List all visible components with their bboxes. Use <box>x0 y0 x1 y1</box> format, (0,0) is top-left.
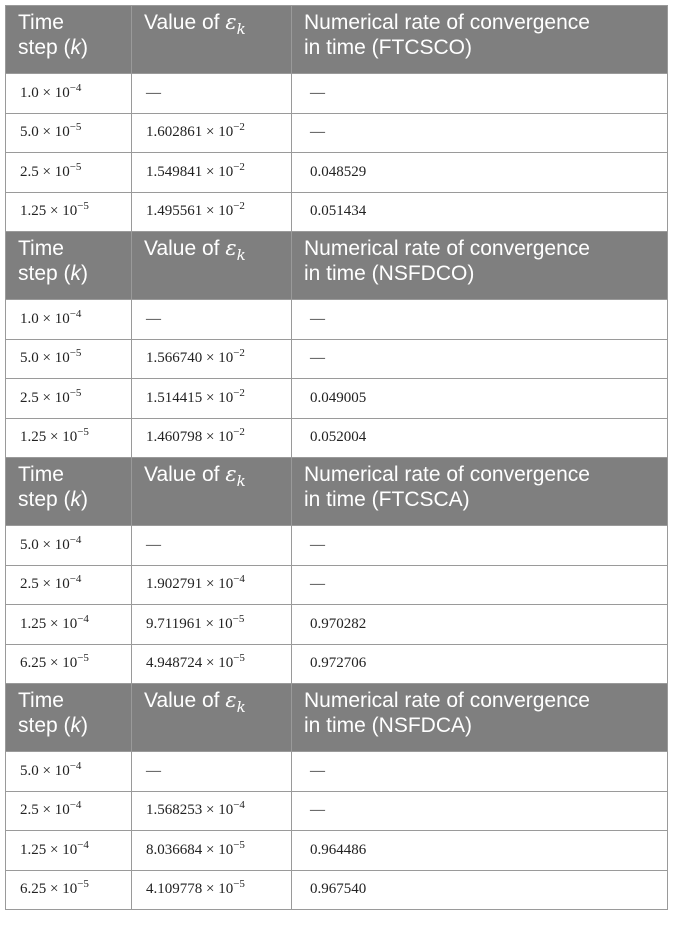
epsilon-value-base: — <box>146 762 161 779</box>
epsilon-value-cell <box>132 791 292 831</box>
epsilon-value-cell <box>132 113 292 153</box>
epsilon-value-base: 1.566740 × 10 <box>146 350 234 367</box>
epsilon-value-cell <box>132 605 292 645</box>
convergence-rate-cell <box>292 192 668 232</box>
time-step-exponent: −4 <box>77 612 89 625</box>
time-step-base: 5.0 × 10 <box>20 762 70 779</box>
time-step-cell <box>6 605 132 645</box>
time-step-exponent: −4 <box>69 81 82 94</box>
time-step-cell <box>6 526 132 566</box>
convergence-rate-header-line1: Numerical rate of convergence <box>304 237 590 260</box>
convergence-rate-header-line2: in time (NSFDCA) <box>304 714 473 737</box>
convergence-rate-cell <box>292 791 668 831</box>
time-step-cell <box>6 300 132 340</box>
table-row <box>6 605 668 645</box>
epsilon-symbol: ε <box>225 462 237 486</box>
epsilon-value-exponent: −2 <box>233 386 245 399</box>
table-row <box>6 752 668 792</box>
time-step-header <box>6 458 132 526</box>
time-step-base: 6.25 × 10 <box>20 655 78 672</box>
convergence-rate-value: — <box>310 124 325 141</box>
time-step-cell <box>6 831 132 871</box>
epsilon-value-header-line <box>144 688 291 715</box>
time-step-base: 1.25 × 10 <box>20 841 78 858</box>
epsilon-subscript: k <box>236 472 246 490</box>
time-step-base: 5.0 × 10 <box>20 350 70 367</box>
time-step-exponent: −4 <box>69 307 82 320</box>
time-step-base: 2.5 × 10 <box>20 802 70 819</box>
time-step-header <box>6 6 132 74</box>
time-step-header-line2 <box>18 35 131 60</box>
time-step-exponent: −5 <box>69 160 82 173</box>
epsilon-subscript: k <box>236 20 246 38</box>
epsilon-value-base: 8.036684 × 10 <box>146 841 234 858</box>
time-step-cell <box>6 565 132 605</box>
time-step-exponent: −4 <box>69 759 82 772</box>
epsilon-value-base: 4.948724 × 10 <box>146 655 234 672</box>
convergence-rate-cell <box>292 565 668 605</box>
convergence-rate-cell <box>292 153 668 193</box>
time-step-header-line1: Time <box>18 237 64 260</box>
convergence-rate-value: 0.964486 <box>310 841 367 858</box>
epsilon-value-header <box>132 232 292 300</box>
time-step-cell <box>6 113 132 153</box>
epsilon-value-cell <box>132 831 292 871</box>
epsilon-value-cell <box>132 192 292 232</box>
convergence-rate-cell <box>292 113 668 153</box>
table-row <box>6 300 668 340</box>
epsilon-value-header <box>132 6 292 74</box>
epsilon-value-cell <box>132 379 292 419</box>
time-step-cell <box>6 791 132 831</box>
time-step-cell <box>6 379 132 419</box>
convergence-rate-cell <box>292 418 668 458</box>
time-step-cell <box>6 339 132 379</box>
time-step-header-line1: Time <box>18 689 64 712</box>
time-step-header-var: k <box>70 262 82 285</box>
epsilon-value-exponent: −2 <box>233 160 245 173</box>
table-row <box>6 644 668 684</box>
convergence-rate-value: — <box>310 576 325 593</box>
epsilon-value-cell <box>132 418 292 458</box>
table-row <box>6 379 668 419</box>
time-step-header <box>6 684 132 752</box>
epsilon-value-cell <box>132 644 292 684</box>
epsilon-symbol: ε <box>225 10 237 34</box>
convergence-rate-cell <box>292 644 668 684</box>
epsilon-value-cell <box>132 74 292 114</box>
time-step-header-pre: step ( <box>18 262 71 285</box>
convergence-rate-cell <box>292 870 668 910</box>
convergence-rate-header-line2: in time (FTCSCO) <box>304 36 472 59</box>
time-step-exponent: −4 <box>77 838 89 851</box>
convergence-rate-value: — <box>310 310 325 327</box>
time-step-header-pre: step ( <box>18 488 71 511</box>
table-row <box>6 153 668 193</box>
epsilon-value-exponent: −2 <box>233 200 245 213</box>
convergence-rate-value: — <box>310 350 325 367</box>
epsilon-value-cell <box>132 300 292 340</box>
time-step-cell <box>6 192 132 232</box>
table-row <box>6 565 668 605</box>
epsilon-value-cell <box>132 339 292 379</box>
time-step-base: 5.0 × 10 <box>20 124 70 141</box>
epsilon-value-exponent: −5 <box>232 612 245 625</box>
convergence-rate-value: 0.970282 <box>310 615 367 632</box>
convergence-rate-value: — <box>310 84 325 101</box>
time-step-exponent: −5 <box>77 426 89 439</box>
table-row <box>6 791 668 831</box>
table-row <box>6 831 668 871</box>
epsilon-value-cell <box>132 153 292 193</box>
convergence-rate-header-line1: Numerical rate of convergence <box>304 689 590 712</box>
epsilon-value-exponent: −2 <box>233 347 245 360</box>
time-step-base: 1.0 × 10 <box>20 310 70 327</box>
convergence-rate-value: — <box>310 762 325 779</box>
time-step-header-var: k <box>70 36 82 59</box>
time-step-header-line2 <box>18 261 131 286</box>
time-step-cell <box>6 870 132 910</box>
convergence-rate-header <box>292 458 668 526</box>
time-step-base: 5.0 × 10 <box>20 536 70 553</box>
convergence-rate-cell <box>292 605 668 645</box>
time-step-base: 1.0 × 10 <box>20 84 70 101</box>
epsilon-value-base: 1.549841 × 10 <box>146 163 234 180</box>
time-step-header <box>6 232 132 300</box>
time-step-cell <box>6 74 132 114</box>
section-header-row <box>6 458 668 526</box>
epsilon-value-header-text: Value of <box>144 463 226 486</box>
convergence-table-body <box>6 6 668 910</box>
convergence-rate-header <box>292 232 668 300</box>
epsilon-subscript: k <box>236 246 246 264</box>
time-step-exponent: −5 <box>69 121 82 134</box>
epsilon-value-exponent: −5 <box>233 838 245 851</box>
time-step-exponent: −5 <box>77 652 89 665</box>
epsilon-value-cell <box>132 870 292 910</box>
convergence-rate-value: 0.967540 <box>310 881 367 898</box>
epsilon-value-base: 1.902791 × 10 <box>146 576 234 593</box>
table-row <box>6 113 668 153</box>
epsilon-symbol: ε <box>225 688 237 712</box>
time-step-header-line2 <box>18 713 131 738</box>
epsilon-subscript: k <box>236 698 246 716</box>
epsilon-value-exponent: −5 <box>233 878 245 891</box>
convergence-rate-cell <box>292 74 668 114</box>
epsilon-value-base: 1.568253 × 10 <box>146 802 234 819</box>
time-step-exponent: −4 <box>69 799 82 812</box>
epsilon-value-header-line <box>144 236 291 263</box>
epsilon-symbol: ε <box>225 236 237 260</box>
epsilon-value-exponent: −2 <box>233 121 245 134</box>
time-step-header-post: ) <box>81 36 89 59</box>
time-step-header-line1: Time <box>18 463 64 486</box>
epsilon-value-base: — <box>146 310 161 327</box>
time-step-cell <box>6 153 132 193</box>
table-row <box>6 870 668 910</box>
convergence-rate-cell <box>292 831 668 871</box>
time-step-header-pre: step ( <box>18 36 71 59</box>
time-step-header-line2 <box>18 487 131 512</box>
time-step-header-line1: Time <box>18 11 64 34</box>
epsilon-value-exponent: −4 <box>233 573 245 586</box>
epsilon-value-base: — <box>146 536 161 553</box>
epsilon-value-base: 1.602861 × 10 <box>146 124 234 141</box>
time-step-exponent: −4 <box>69 573 82 586</box>
table-row <box>6 526 668 566</box>
table-row <box>6 339 668 379</box>
time-step-exponent: −4 <box>69 533 82 546</box>
section-header-row <box>6 232 668 300</box>
epsilon-value-header-text: Value of <box>144 11 226 34</box>
time-step-cell <box>6 644 132 684</box>
convergence-rate-value: — <box>310 536 325 553</box>
time-step-exponent: −5 <box>69 386 82 399</box>
convergence-rate-value: 0.972706 <box>310 655 367 672</box>
epsilon-value-base: — <box>146 84 161 101</box>
convergence-rate-value: 0.051434 <box>310 203 367 220</box>
time-step-base: 1.25 × 10 <box>20 203 78 220</box>
epsilon-value-exponent: −2 <box>233 426 245 439</box>
convergence-rate-value: 0.052004 <box>310 429 367 446</box>
epsilon-value-cell <box>132 526 292 566</box>
epsilon-value-base: 9.711961 × 10 <box>146 615 233 632</box>
time-step-exponent: −5 <box>77 878 89 891</box>
convergence-rate-header-line2: in time (FTCSCA) <box>304 488 470 511</box>
convergence-rate-header-line1: Numerical rate of convergence <box>304 463 590 486</box>
time-step-base: 2.5 × 10 <box>20 163 70 180</box>
time-step-base: 1.25 × 10 <box>20 429 78 446</box>
epsilon-value-header-text: Value of <box>144 237 226 260</box>
time-step-header-post: ) <box>81 262 89 285</box>
convergence-rate-header <box>292 684 668 752</box>
convergence-rate-value: 0.048529 <box>310 163 367 180</box>
convergence-rate-header <box>292 6 668 74</box>
section-header-row <box>6 684 668 752</box>
epsilon-value-cell <box>132 565 292 605</box>
convergence-rate-cell <box>292 339 668 379</box>
convergence-rate-value: — <box>310 802 325 819</box>
epsilon-value-header-line <box>144 462 291 489</box>
epsilon-value-base: 1.514415 × 10 <box>146 389 234 406</box>
convergence-rate-header-line2: in time (NSFDCO) <box>304 262 475 285</box>
time-step-header-var: k <box>70 714 82 737</box>
epsilon-value-header-text: Value of <box>144 689 226 712</box>
time-step-header-var: k <box>70 488 82 511</box>
time-step-header-post: ) <box>81 488 89 511</box>
convergence-rate-cell <box>292 300 668 340</box>
time-step-base: 2.5 × 10 <box>20 389 70 406</box>
convergence-table-container <box>5 5 667 910</box>
convergence-table <box>5 5 668 910</box>
epsilon-value-exponent: −4 <box>233 799 245 812</box>
epsilon-value-base: 1.460798 × 10 <box>146 429 234 446</box>
table-row <box>6 418 668 458</box>
section-header-row <box>6 6 668 74</box>
convergence-rate-cell <box>292 526 668 566</box>
table-row <box>6 74 668 114</box>
time-step-header-pre: step ( <box>18 714 71 737</box>
epsilon-value-cell <box>132 752 292 792</box>
convergence-rate-value: 0.049005 <box>310 389 367 406</box>
epsilon-value-header <box>132 684 292 752</box>
epsilon-value-base: 4.109778 × 10 <box>146 881 234 898</box>
epsilon-value-base: 1.495561 × 10 <box>146 203 234 220</box>
epsilon-value-header-line <box>144 10 291 37</box>
convergence-rate-cell <box>292 379 668 419</box>
epsilon-value-header <box>132 458 292 526</box>
time-step-base: 2.5 × 10 <box>20 576 70 593</box>
epsilon-value-exponent: −5 <box>233 652 245 665</box>
time-step-cell <box>6 752 132 792</box>
convergence-rate-cell <box>292 752 668 792</box>
time-step-header-post: ) <box>81 714 89 737</box>
time-step-base: 6.25 × 10 <box>20 881 78 898</box>
time-step-exponent: −5 <box>69 347 82 360</box>
time-step-base: 1.25 × 10 <box>20 615 78 632</box>
convergence-rate-header-line1: Numerical rate of convergence <box>304 11 590 34</box>
table-row <box>6 192 668 232</box>
time-step-cell <box>6 418 132 458</box>
time-step-exponent: −5 <box>77 200 89 213</box>
